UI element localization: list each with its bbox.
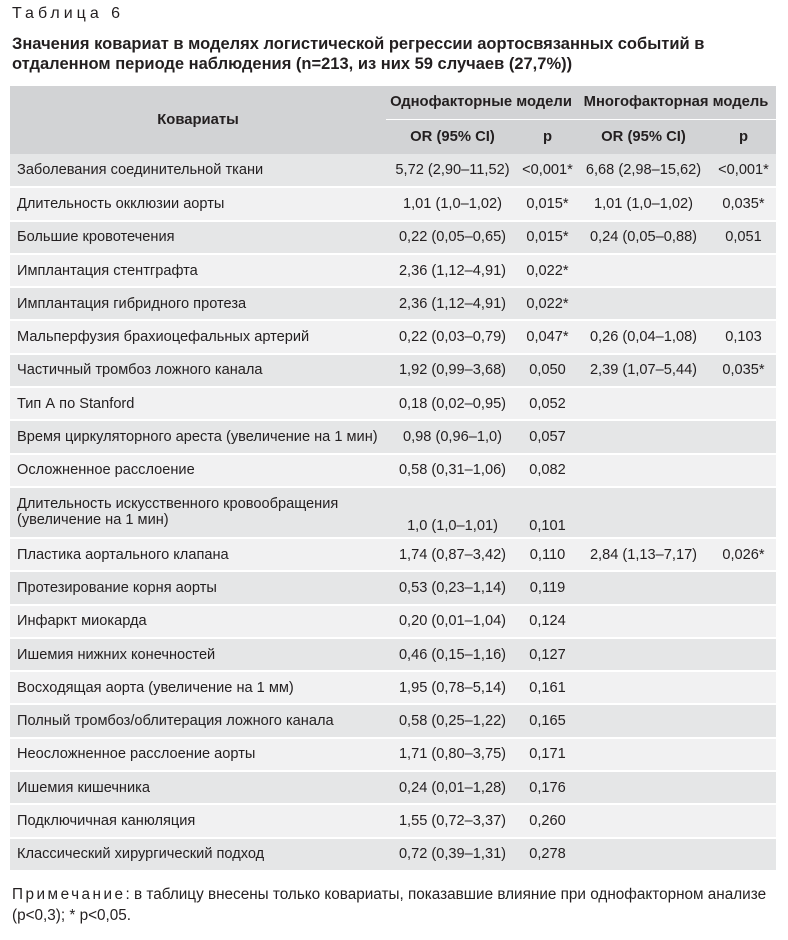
covariate-name-line: Длительность искусственного кровообращения	[17, 496, 339, 513]
table-row	[10, 671, 776, 704]
covariate-name-line: Ишемия кишечника	[17, 779, 150, 796]
covariate-name-line: Частичный тромбоз ложного канала	[17, 362, 263, 379]
covariate-name-line: Заболевания соединительной ткани	[17, 162, 264, 179]
covariate-name-line: Классический хирургический подход	[17, 846, 265, 863]
multivariate-p	[711, 571, 776, 604]
header-p-univariate: p	[519, 119, 576, 154]
header-univariate: Однофакторные модели	[386, 86, 576, 119]
covariate-name	[10, 605, 386, 638]
univariate-or-ci: 1,92 (0,99–3,68)	[386, 354, 519, 387]
table-row	[10, 320, 776, 353]
note-text: : в таблицу внесены только ковариаты, показавшие влияние при однофакторном анализе (p<0,3); * p<0,05.	[12, 886, 767, 924]
multivariate-or-ci	[576, 704, 711, 737]
univariate-or-ci: 0,46 (0,15–1,16)	[386, 638, 519, 671]
covariate-name	[10, 154, 386, 187]
univariate-or-ci: 1,71 (0,80–3,75)	[386, 738, 519, 771]
covariate-name-line: Ишемия нижних конечностей	[17, 646, 216, 663]
table-title: Значения ковариат в моделях логистической регрессии аортосвязанных событий в отдаленном периоде наблюдения (n=213, из них 59 случаев (27,7%))	[12, 35, 705, 73]
multivariate-or-ci: 6,68 (2,98–15,62)	[576, 154, 711, 187]
multivariate-p	[711, 838, 776, 871]
multivariate-p	[711, 420, 776, 453]
covariate-name-line: Имплантация стентграфта	[17, 262, 198, 279]
multivariate-or-ci	[576, 738, 711, 771]
multivariate-p	[711, 254, 776, 287]
univariate-p: 0,022*	[519, 254, 576, 287]
table-note	[12, 884, 780, 926]
table-caption: Таблица 6	[12, 5, 125, 22]
univariate-p: 0,015*	[519, 221, 576, 254]
multivariate-p	[711, 671, 776, 704]
univariate-or-ci: 0,22 (0,05–0,65)	[386, 221, 519, 254]
table-header	[10, 86, 776, 154]
univariate-or-ci: 0,22 (0,03–0,79)	[386, 320, 519, 353]
univariate-p: 0,052	[519, 387, 576, 420]
covariate-name	[10, 538, 386, 571]
univariate-p: 0,278	[519, 838, 576, 871]
covariate-name	[10, 838, 386, 871]
multivariate-p	[711, 605, 776, 638]
univariate-p: 0,101	[519, 487, 576, 538]
covariate-name	[10, 487, 386, 538]
multivariate-or-ci	[576, 804, 711, 837]
univariate-or-ci: 1,0 (1,0–1,01)	[386, 487, 519, 538]
multivariate-or-ci: 0,26 (0,04–1,08)	[576, 320, 711, 353]
univariate-or-ci: 0,98 (0,96–1,0)	[386, 420, 519, 453]
univariate-p: 0,022*	[519, 287, 576, 320]
univariate-p: 0,260	[519, 804, 576, 837]
covariate-name	[10, 671, 386, 704]
multivariate-p: 0,026*	[711, 538, 776, 571]
covariate-name-line: Полный тромбоз/облитерация ложного канала	[17, 713, 334, 730]
covariates-table	[10, 86, 776, 872]
table-row	[10, 187, 776, 220]
table-row	[10, 804, 776, 837]
multivariate-p	[711, 487, 776, 538]
univariate-or-ci: 0,18 (0,02–0,95)	[386, 387, 519, 420]
univariate-or-ci: 0,72 (0,39–1,31)	[386, 838, 519, 871]
header-covariates: Ковариаты	[10, 86, 386, 154]
multivariate-p	[711, 804, 776, 837]
multivariate-p	[711, 638, 776, 671]
covariate-name-line: Большие кровотечения	[17, 229, 175, 246]
covariate-name	[10, 638, 386, 671]
covariate-name-line: Протезирование корня аорты	[17, 579, 217, 596]
covariate-name-line: Восходящая аорта (увеличение на 1 мм)	[17, 679, 294, 696]
covariate-name	[10, 354, 386, 387]
covariate-name	[10, 704, 386, 737]
multivariate-or-ci	[576, 420, 711, 453]
covariate-name-line: Длительность окклюзии аорты	[17, 195, 225, 212]
multivariate-p	[711, 771, 776, 804]
multivariate-p: 0,035*	[711, 187, 776, 220]
table-row	[10, 838, 776, 871]
univariate-p: 0,165	[519, 704, 576, 737]
multivariate-p: 0,035*	[711, 354, 776, 387]
table-row	[10, 738, 776, 771]
covariate-name-line: Неосложненное расслоение аорты	[17, 746, 256, 763]
multivariate-p	[711, 738, 776, 771]
univariate-p: 0,050	[519, 354, 576, 387]
multivariate-or-ci	[576, 771, 711, 804]
covariate-name-line: Подключичная канюляция	[17, 812, 196, 829]
multivariate-or-ci	[576, 287, 711, 320]
table-row	[10, 154, 776, 187]
univariate-p: 0,047*	[519, 320, 576, 353]
covariate-name-line: Мальперфузия брахиоцефальных артерий	[17, 329, 310, 346]
multivariate-or-ci	[576, 571, 711, 604]
covariate-name	[10, 454, 386, 487]
multivariate-or-ci	[576, 638, 711, 671]
covariate-name	[10, 287, 386, 320]
multivariate-or-ci	[576, 671, 711, 704]
table-row	[10, 538, 776, 571]
header-p-multivariate: p	[711, 119, 776, 154]
covariate-name-line: Пластика аортального клапана	[17, 546, 229, 563]
header-or-ci-univariate: OR (95% CI)	[386, 119, 519, 154]
covariate-name	[10, 571, 386, 604]
covariate-name	[10, 804, 386, 837]
univariate-or-ci: 2,36 (1,12–4,91)	[386, 287, 519, 320]
univariate-p: 0,015*	[519, 187, 576, 220]
univariate-p: 0,110	[519, 538, 576, 571]
univariate-or-ci: 0,20 (0,01–1,04)	[386, 605, 519, 638]
header-or-ci-multivariate: OR (95% CI)	[576, 119, 711, 154]
table-row	[10, 771, 776, 804]
table-body	[10, 154, 776, 871]
univariate-p: <0,001*	[519, 154, 576, 187]
covariate-name-line: Инфаркт миокарда	[17, 613, 147, 630]
univariate-p: 0,127	[519, 638, 576, 671]
multivariate-or-ci: 2,84 (1,13–7,17)	[576, 538, 711, 571]
covariate-name	[10, 254, 386, 287]
multivariate-or-ci	[576, 454, 711, 487]
multivariate-p	[711, 287, 776, 320]
univariate-p: 0,176	[519, 771, 576, 804]
univariate-p: 0,082	[519, 454, 576, 487]
table-row	[10, 287, 776, 320]
multivariate-or-ci	[576, 605, 711, 638]
table-row	[10, 704, 776, 737]
univariate-or-ci: 0,24 (0,01–1,28)	[386, 771, 519, 804]
table-row	[10, 387, 776, 420]
multivariate-or-ci: 2,39 (1,07–5,44)	[576, 354, 711, 387]
covariate-name-line: Тип А по Stanford	[17, 395, 135, 412]
univariate-or-ci: 1,01 (1,0–1,02)	[386, 187, 519, 220]
univariate-or-ci: 0,58 (0,25–1,22)	[386, 704, 519, 737]
multivariate-or-ci: 1,01 (1,0–1,02)	[576, 187, 711, 220]
multivariate-p	[711, 454, 776, 487]
covariate-name-line: Имплантация гибридного протеза	[17, 295, 247, 312]
multivariate-p: 0,051	[711, 221, 776, 254]
header-multivariate: Многофакторная модель	[576, 86, 776, 119]
table-row	[10, 638, 776, 671]
table-row	[10, 221, 776, 254]
multivariate-or-ci	[576, 838, 711, 871]
univariate-p: 0,119	[519, 571, 576, 604]
multivariate-p: 0,103	[711, 320, 776, 353]
univariate-or-ci: 0,53 (0,23–1,14)	[386, 571, 519, 604]
univariate-or-ci: 1,74 (0,87–3,42)	[386, 538, 519, 571]
covariate-name	[10, 420, 386, 453]
covariate-name-line: (увеличение на 1 мин)	[17, 512, 169, 529]
covariate-name	[10, 187, 386, 220]
covariate-name	[10, 771, 386, 804]
univariate-p: 0,057	[519, 420, 576, 453]
univariate-or-ci: 2,36 (1,12–4,91)	[386, 254, 519, 287]
table-row	[10, 254, 776, 287]
note-label: Примечание	[12, 886, 126, 903]
covariate-name	[10, 221, 386, 254]
covariate-name	[10, 387, 386, 420]
table-row	[10, 605, 776, 638]
covariate-name	[10, 320, 386, 353]
table-row	[10, 454, 776, 487]
multivariate-or-ci	[576, 254, 711, 287]
covariate-name	[10, 738, 386, 771]
univariate-or-ci: 5,72 (2,90–11,52)	[386, 154, 519, 187]
univariate-or-ci: 0,58 (0,31–1,06)	[386, 454, 519, 487]
table-row	[10, 420, 776, 453]
univariate-or-ci: 1,55 (0,72–3,37)	[386, 804, 519, 837]
univariate-p: 0,161	[519, 671, 576, 704]
univariate-p: 0,171	[519, 738, 576, 771]
univariate-p: 0,124	[519, 605, 576, 638]
multivariate-p	[711, 387, 776, 420]
multivariate-or-ci	[576, 387, 711, 420]
univariate-or-ci: 1,95 (0,78–5,14)	[386, 671, 519, 704]
multivariate-or-ci	[576, 487, 711, 538]
multivariate-or-ci: 0,24 (0,05–0,88)	[576, 221, 711, 254]
multivariate-p: <0,001*	[711, 154, 776, 187]
covariate-name-line: Осложненное расслоение	[17, 462, 195, 479]
table-row	[10, 354, 776, 387]
table-row	[10, 487, 776, 538]
multivariate-p	[711, 704, 776, 737]
covariate-name-line: Время циркуляторного ареста (увеличение на 1 мин)	[17, 429, 378, 446]
table-row	[10, 571, 776, 604]
